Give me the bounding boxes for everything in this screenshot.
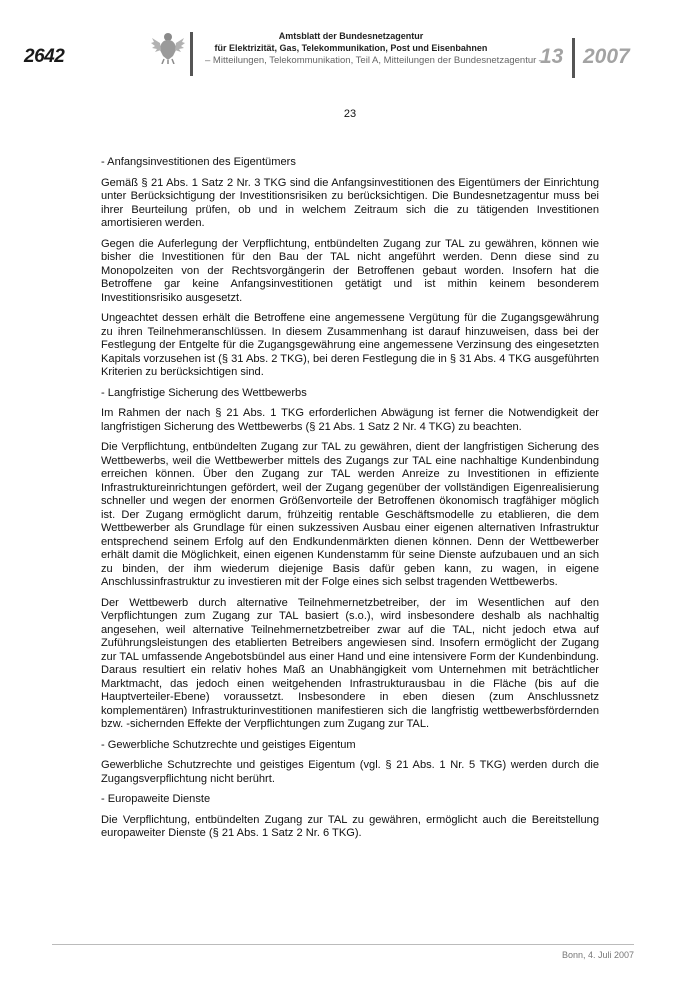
- footer-divider: [52, 944, 634, 945]
- paragraph: Im Rahmen der nach § 21 Abs. 1 TKG erforderlichen Abwägung ist ferner die Notwendigkeit der langfristigen Sicherung des Wettbewerbs (§ 21 Abs. 1 Satz 2 Nr. 4 TKG) zu beachten.: [101, 407, 599, 433]
- paragraph: Ungeachtet dessen erhält die Betroffene eine angemessene Vergütung für die Zugangsgewährung zu ihren Teilnehmeranschlüssen. In diesem Zusammenhang ist darauf hinzuweisen, dass bei der Festlegung der Entgelte für die Zugangsgewährung eine angemessene Verzinsung des eingesetzten Kapitals vorzusehen ist (§ 31 Abs. 2 TKG), bei deren Festlegung die in § 31 Abs. 4 TKG ausgeführten Kriterien zu berücksichtigen sind.: [101, 312, 599, 378]
- paragraph: Gemäß § 21 Abs. 1 Satz 2 Nr. 3 TKG sind die Anfangsinvestitionen des Eigentümers der Einrichtung unter Berücksichtigung der Investitionsrisiken zu berücksichtigen. Die Bundesnetzagentur muss bei ihrer Beurteilung prüfen, ob und in welchem Zeitraum sich die zu tätigenden Investitionen amortisieren werden.: [101, 176, 599, 229]
- journal-subtitle: – Mitteilungen, Telekommunikation, Teil A, Mitteilungen der Bundesnetzagentur –: [205, 55, 545, 66]
- page-number: 2642: [24, 46, 65, 67]
- paragraph: Die Verpflichtung, entbündelten Zugang zur TAL zu gewähren, dient der langfristigen Sicherung des Wettbewerbs, weil die Wettbewerber mittels des Zugangs zur TAL eine nachhaltige Kundenbindung erreichen können. Über den Zugang zur TAL werden Anreize zu Investitionen in effiziente Infrastruktureinrichtungen gefördert, weil der Zugang gegenüber der vollständigen Eigenrealisierung schneller und wegen der enormen Größenvorteile der Betroffenen ökonomisch tragfähiger möglich ist. Der Zugang ermöglicht darum, frühzeitig rentable Geschäftsmodelle zu etablieren, die dem Wettbewerber als Grundlage für einen sukzessiven Ausbau einer eigenen alternativen Infrastruktur entsprechend seinem Erfolg auf den Endkundenmärkten dienen können. Denn der Wettbewerber erhält damit die Möglichkeit, einen eigenen Kundenstamm für seine Dienste aufzubauen und an sich zu binden, der ihm wiederum diejenige Basis dafür geben kann, zu wagen, in eigene Anschlussinfrastruktur zu investieren mit der Folge eines sich selbst tragenden Wettbewerbs.: [101, 441, 599, 588]
- paragraph: Die Verpflichtung, entbündelten Zugang zur TAL zu gewähren, ermöglicht auch die Bereitstellung europaweiter Dienste (§ 21 Abs. 1 Satz 2 Nr. 6 TKG).: [101, 813, 599, 839]
- paragraph: Gegen die Auferlegung der Verpflichtung, entbündelten Zugang zur TAL zu gewähren, können wie bisher die Investitionen für den Bau der TAL nicht angeführt werden. Denn diese sind zu Monopolzeiten von der Rechtsvorgängerin der Betroffenen gebaut worden. Insofern hat die Betroffene gar keine Anfangsinvestitionen getätigt und ist mithin keinem besonderem Investitionsrisiko ausgesetzt.: [101, 237, 599, 304]
- header-divider: [190, 32, 193, 76]
- issue-year: 2007: [583, 45, 630, 68]
- section-page-number: 23: [343, 108, 357, 120]
- journal-title-line2: für Elektrizität, Gas, Telekommunikation, Post und Eisenbahnen: [214, 43, 488, 53]
- issue-divider: [572, 38, 575, 78]
- footer-date: Bonn, 4. Juli 2007: [561, 950, 634, 960]
- document-body: [101, 156, 599, 848]
- paragraph: Gewerbliche Schutzrechte und geistiges Eigentum (vgl. § 21 Abs. 1 Nr. 5 TKG) werden durch die Zugangsverpflichtung nicht berührt.: [101, 759, 599, 785]
- journal-title: [205, 30, 497, 54]
- section-heading: - Europaweite Dienste: [101, 793, 211, 805]
- section-heading: - Gewerbliche Schutzrechte und geistiges Eigentum: [101, 738, 356, 751]
- federal-eagle-icon: [151, 30, 185, 64]
- journal-title-line1: Amtsblatt der Bundesnetzagentur: [278, 31, 424, 41]
- paragraph: Der Wettbewerb durch alternative Teilnehmernetzbetreiber, der im Wesentlichen auf den Verpflichtungen zum Zugang zur TAL basiert (s.o.), wird insbesondere deshalb als nachhaltig angesehen, weil alternative Teilnehmernetzbetreiber zwar auf die TAL, nicht jedoch etwa auf Zuführungsleistungen des etablierten Betreibers angewiesen sind. Insofern ermöglicht der Zugang zur TAL umfassende Angebotsbündel aus einer Hand und eine intensivere Form der Kundenbindung. Daraus resultiert ein relativ hohes Maß an Unabhängigkeit vom Unternehmen mit beträchtlicher Marktmacht, das jedoch einen weitgehenden Infrastrukturausbau in die Fläche (bis auf die Hauptverteiler-Ebene) voraussetzt. Insbesondere in eben diesen (zum Anschlussnetz komplementären) Infrastrukturinvestitionen manifestieren sich die langfristig wettbewerbsfördernden bzw. -sichernden Effekte der Verpflichtungen zum Zugang zur TAL.: [101, 596, 599, 730]
- issue-number: 13: [540, 45, 564, 68]
- section-heading: - Anfangsinvestitionen des Eigentümers: [101, 156, 296, 168]
- section-heading: - Langfristige Sicherung des Wettbewerbs: [101, 386, 307, 399]
